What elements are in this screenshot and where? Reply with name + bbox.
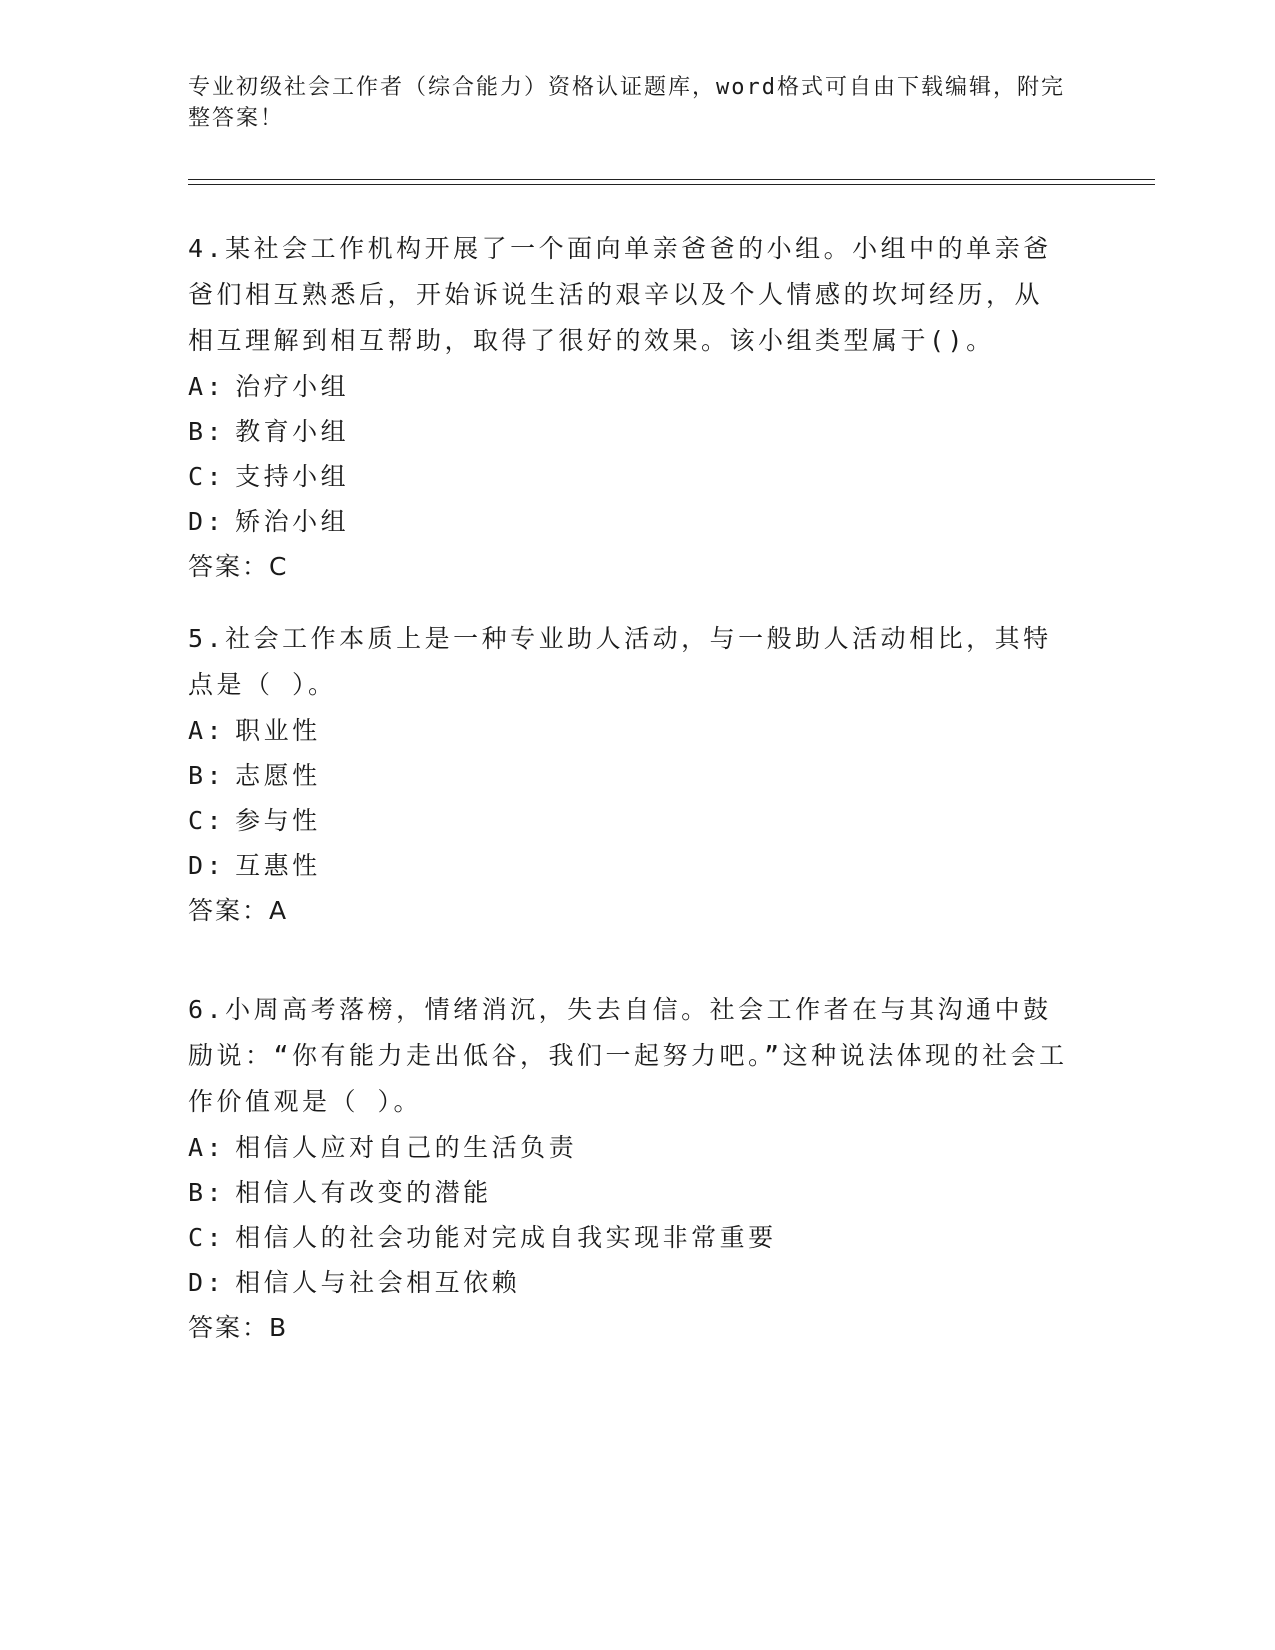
question-5 — [188, 616, 1068, 934]
question-6 — [188, 987, 1068, 1351]
question-stem: 4.某社会工作机构开展了一个面向单亲爸爸的小组。小组中的单亲爸爸们相互熟悉后，开始诉说生活的艰辛以及个人情感的坎坷经历，从相互理解到相互帮助，取得了很好的效果。该小组类型属于()。 — [188, 234, 1052, 355]
option-c: C: 支持小组 — [188, 462, 350, 491]
option-d: D: 相信人与社会相互依赖 — [188, 1268, 521, 1297]
document-header: 专业初级社会工作者（综合能力）资格认证题库，word格式可自由下载编辑，附完整答案！ — [188, 75, 1065, 131]
option-c: C: 参与性 — [188, 806, 321, 835]
answer-line: 答案：A — [188, 896, 289, 925]
header-divider-bottom — [188, 184, 1155, 185]
option-a: A: 相信人应对自己的生活负责 — [188, 1133, 578, 1162]
question-4 — [188, 226, 1068, 590]
option-b: B: 教育小组 — [188, 417, 350, 446]
answer-line: 答案：B — [188, 1313, 289, 1342]
question-stem: 5.社会工作本质上是一种专业助人活动，与一般助人活动相比，其特点是（ ）。 — [188, 624, 1052, 699]
option-a: A: 职业性 — [188, 716, 321, 745]
option-a: A: 治疗小组 — [188, 372, 350, 401]
answer-line: 答案：C — [188, 552, 289, 581]
option-d: D: 矫治小组 — [188, 507, 350, 536]
question-stem: 6.小周高考落榜，情绪消沉，失去自信。社会工作者在与其沟通中鼓励说：“你有能力走出低谷，我们一起努力吧。”这种说法体现的社会工作价值观是（ ）。 — [188, 995, 1068, 1116]
option-b: B: 志愿性 — [188, 761, 321, 790]
option-d: D: 互惠性 — [188, 851, 321, 880]
header-divider-top — [188, 179, 1155, 180]
option-b: B: 相信人有改变的潜能 — [188, 1178, 492, 1207]
option-c: C: 相信人的社会功能对完成自我实现非常重要 — [188, 1223, 777, 1252]
